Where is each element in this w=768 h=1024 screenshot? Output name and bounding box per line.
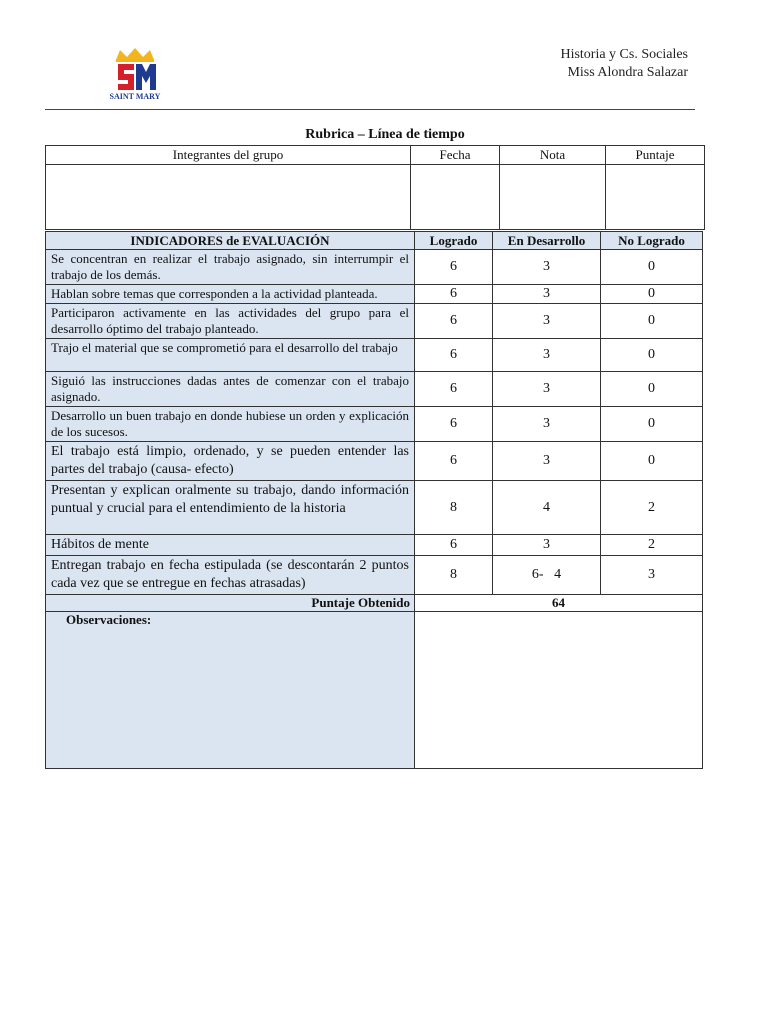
in-progress-value: 3 — [493, 339, 601, 372]
achieved-value: 6 — [415, 250, 493, 285]
col-header-members: Integrantes del grupo — [46, 146, 411, 165]
table-row — [46, 556, 703, 595]
grade-cell[interactable] — [500, 165, 606, 230]
achieved-value: 6 — [415, 372, 493, 407]
group-table-header-row — [46, 146, 705, 165]
logo-wordmark: SAINT MARY — [109, 92, 161, 101]
achieved-value: 6 — [415, 407, 493, 442]
not-achieved-value: 2 — [601, 481, 703, 535]
col-header-date: Fecha — [411, 146, 500, 165]
not-achieved-value: 0 — [601, 250, 703, 285]
achieved-value: 8 — [415, 481, 493, 535]
table-row — [46, 442, 703, 481]
score-cell[interactable] — [606, 165, 705, 230]
achieved-value: 8 — [415, 556, 493, 595]
observations-field[interactable] — [415, 612, 703, 769]
group-info-table — [45, 145, 705, 230]
indicator-cell: Participaron activamente en las actividades del grupo para el desarrollo óptimo del trabajo planteado. — [46, 304, 415, 339]
not-achieved-value: 0 — [601, 339, 703, 372]
in-progress-value: 4 — [493, 481, 601, 535]
in-progress-value: 3 — [493, 372, 601, 407]
subject-name: Historia y Cs. Sociales — [560, 47, 688, 62]
rubric-table — [45, 231, 703, 769]
not-achieved-value: 0 — [601, 372, 703, 407]
observations-row — [46, 612, 703, 769]
achieved-value: 6 — [415, 339, 493, 372]
header-divider — [45, 109, 695, 110]
not-achieved-value: 0 — [601, 407, 703, 442]
total-score-value: 64 — [415, 595, 703, 612]
table-row — [46, 285, 703, 304]
group-table-input-row — [46, 165, 705, 230]
table-row — [46, 304, 703, 339]
date-cell[interactable] — [411, 165, 500, 230]
achieved-value: 6 — [415, 285, 493, 304]
indicator-cell: Desarrollo un buen trabajo en donde hubiese un orden y explicación de los sucesos. — [46, 407, 415, 442]
achieved-value: 6 — [415, 535, 493, 556]
not-achieved-value: 0 — [601, 285, 703, 304]
in-progress-value: 3 — [493, 250, 601, 285]
crown-icon — [116, 48, 154, 62]
in-progress-value: 3 — [493, 407, 601, 442]
total-score-label: Puntaje Obtenido — [46, 595, 415, 612]
header-info — [560, 46, 688, 82]
not-achieved-value: 0 — [601, 304, 703, 339]
document-title: Rubrica – Línea de tiempo — [305, 127, 465, 142]
not-achieved-value: 0 — [601, 442, 703, 481]
indicator-cell: El trabajo está limpio, ordenado, y se pueden entender las partes del trabajo (causa- efecto) — [46, 442, 415, 481]
indicator-cell: Hablan sobre temas que corresponden a la actividad planteada. — [46, 285, 415, 304]
achieved-value: 6 — [415, 442, 493, 481]
in-progress-value: 3 — [493, 304, 601, 339]
observations-label: Observaciones: — [46, 612, 415, 769]
indicator-cell: Siguió las instrucciones dadas antes de comenzar con el trabajo asignado. — [46, 372, 415, 407]
not-achieved-value: 2 — [601, 535, 703, 556]
monogram-icon — [118, 64, 156, 90]
not-achieved-value: 3 — [601, 556, 703, 595]
table-row — [46, 481, 703, 535]
school-logo — [100, 46, 170, 106]
table-row — [46, 372, 703, 407]
col-header-indicators: INDICADORES de EVALUACIÓN — [46, 232, 415, 250]
in-progress-value: 3 — [493, 285, 601, 304]
in-progress-value: 6- 4 — [493, 556, 601, 595]
indicator-cell: Trajo el material que se comprometió para el desarrollo del trabajo — [46, 339, 415, 372]
table-row — [46, 535, 703, 556]
in-progress-value: 3 — [493, 442, 601, 481]
indicator-cell: Hábitos de mente — [46, 535, 415, 556]
col-header-grade: Nota — [500, 146, 606, 165]
table-row — [46, 407, 703, 442]
indicator-cell: Entregan trabajo en fecha estipulada (se descontarán 2 puntos cada vez que se entregue en fechas atrasadas) — [46, 556, 415, 595]
table-row — [46, 339, 703, 372]
col-header-in-progress: En Desarrollo — [493, 232, 601, 250]
indicator-cell: Presentan y explican oralmente su trabajo, dando información puntual y crucial para el entendimiento de la historia — [46, 481, 415, 535]
col-header-not-achieved: No Logrado — [601, 232, 703, 250]
table-row — [46, 250, 703, 285]
indicator-cell: Se concentran en realizar el trabajo asignado, sin interrumpir el trabajo de los demás. — [46, 250, 415, 285]
teacher-name: Miss Alondra Salazar — [567, 65, 688, 80]
rubric-header-row — [46, 232, 703, 250]
in-progress-value: 3 — [493, 535, 601, 556]
achieved-value: 6 — [415, 304, 493, 339]
total-row — [46, 595, 703, 612]
col-header-achieved: Logrado — [415, 232, 493, 250]
col-header-score: Puntaje — [606, 146, 705, 165]
members-cell[interactable] — [46, 165, 411, 230]
